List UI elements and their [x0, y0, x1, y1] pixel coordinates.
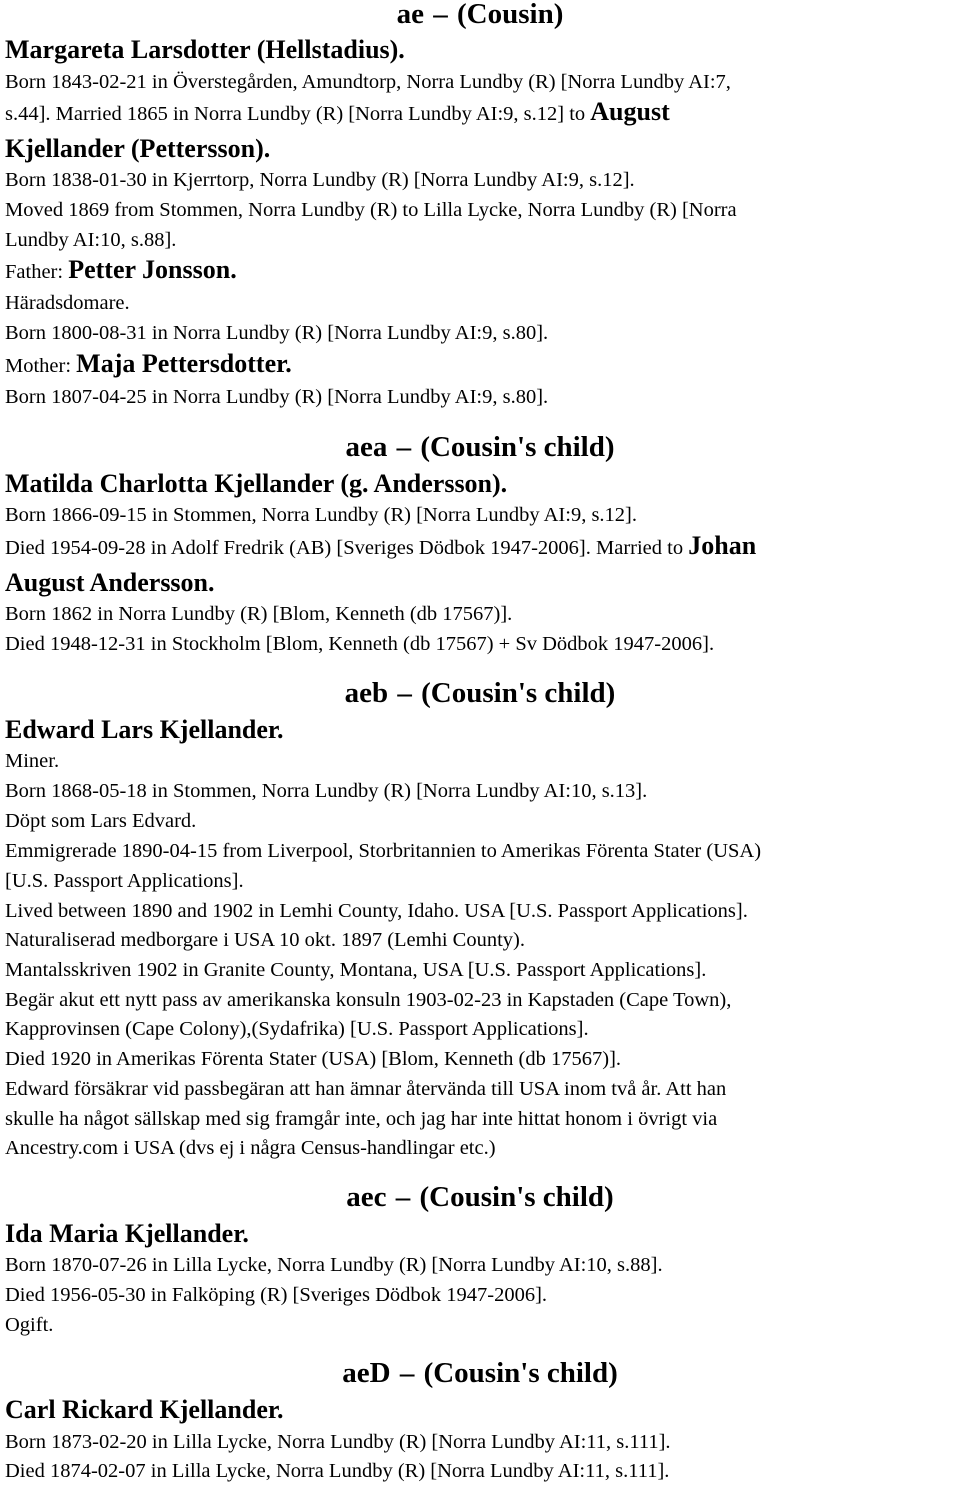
- section-heading-aec: [0, 1180, 960, 1214]
- detail-line: Born 1868-05-18 in Stommen, Norra Lundby (R) [Norra Lundby AI:10, s.13].: [5, 780, 648, 802]
- spouse-name: Kjellander (Pettersson).: [5, 134, 271, 163]
- person-name: Matilda Charlotta Kjellander (g. Andersson).: [5, 469, 508, 498]
- father-birth-line: Born 1800-08-31 in Norra Lundby (R) [Norra Lundby AI:9, s.80].: [5, 322, 549, 344]
- spouse-birth-line: Born 1838-01-30 in Kjerrtorp, Norra Lundby (R) [Norra Lundby AI:9, s.12].: [5, 169, 635, 191]
- heading-relation: (Cousin's child): [423, 1357, 618, 1389]
- heading-dash: –: [397, 677, 412, 709]
- heading-dash: –: [395, 1181, 411, 1213]
- father-name: Petter Jonsson.: [68, 255, 237, 284]
- spouse-moved-line-cont: Lundby AI:10, s.88].: [5, 229, 177, 251]
- birth-line: Born 1866-09-15 in Stommen, Norra Lundby (R) [Norra Lundby AI:9, s.12].: [5, 504, 637, 526]
- detail-line: Naturaliserad medborgare i USA 10 okt. 1897 (Lemhi County).: [5, 929, 525, 951]
- heading-code: ae: [396, 0, 424, 30]
- section-heading-aeb: [0, 676, 960, 710]
- note-line: skulle ha något sällskap med sig framgår inte, och jag har inte hittat honom i övrigt via: [5, 1108, 718, 1130]
- person-name: Margareta Larsdotter (Hellstadius).: [5, 35, 405, 64]
- heading-relation: (Cousin): [457, 0, 564, 30]
- spouse-birth-line: Born 1862 in Norra Lundby (R) [Blom, Kenneth (db 17567)].: [5, 603, 513, 625]
- detail-line: Died 1920 in Amerikas Förenta Stater (USA) [Blom, Kenneth (db 17567)].: [5, 1048, 622, 1070]
- spouse-name-start: August: [590, 97, 670, 126]
- person-name: Carl Rickard Kjellander.: [5, 1395, 284, 1424]
- detail-line: Born 1870-07-26 in Lilla Lycke, Norra Lundby (R) [Norra Lundby AI:10, s.88].: [5, 1254, 663, 1276]
- person-name: Edward Lars Kjellander.: [5, 715, 284, 744]
- heading-dash: –: [396, 431, 412, 463]
- heading-relation: (Cousin's child): [420, 431, 615, 463]
- father-occupation: Häradsdomare.: [5, 292, 130, 314]
- detail-line: Died 1874-02-07 in Lilla Lycke, Norra Lundby (R) [Norra Lundby AI:11, s.111].: [5, 1460, 670, 1482]
- heading-code: aeb: [344, 677, 389, 709]
- section-heading-aed: [0, 1356, 960, 1390]
- birth-line: Born 1843-02-21 in Överstegården, Amundtorp, Norra Lundby (R) [Norra Lundby AI:7,: [5, 71, 731, 93]
- heading-dash: –: [399, 1357, 415, 1389]
- marriage-line: [5, 99, 670, 127]
- mother-label: Mother:: [5, 355, 72, 377]
- detail-line: Döpt som Lars Edvard.: [5, 810, 197, 832]
- heading-code: aea: [345, 431, 388, 463]
- detail-line: Mantalsskriven 1902 in Granite County, Montana, USA [U.S. Passport Applications].: [5, 959, 707, 981]
- detail-line: Emmigrerade 1890-04-15 from Liverpool, Storbritannien to Amerikas Förenta Stater (USA): [5, 840, 762, 862]
- detail-line: Begär akut ett nytt pass av amerikanska konsuln 1903-02-23 in Kapstaden (Cape Town),: [5, 989, 732, 1011]
- detail-line: Ogift.: [5, 1314, 54, 1336]
- person-name: Ida Maria Kjellander.: [5, 1219, 249, 1248]
- detail-line: [U.S. Passport Applications].: [5, 870, 244, 892]
- mother-line: [5, 351, 292, 379]
- detail-line: Died 1956-05-30 in Falköping (R) [Sveriges Dödbok 1947-2006].: [5, 1284, 548, 1306]
- heading-code: aeD: [342, 1357, 391, 1389]
- detail-line: Born 1873-02-20 in Lilla Lycke, Norra Lundby (R) [Norra Lundby AI:11, s.111].: [5, 1431, 671, 1453]
- spouse-death-line: Died 1948-12-31 in Stockholm [Blom, Kenneth (db 17567) + Sv Dödbok 1947-2006].: [5, 633, 715, 655]
- section-heading-ae: [0, 0, 960, 31]
- note-line: Ancestry.com i USA (dvs ej i några Census-handlingar etc.): [5, 1137, 496, 1159]
- death-text: Died 1954-09-28 in Adolf Fredrik (AB) [Sveriges Dödbok 1947-2006]. Married to: [5, 537, 684, 559]
- father-line: [5, 257, 237, 285]
- heading-code: aec: [346, 1181, 387, 1213]
- marriage-text: s.44]. Married 1865 in Norra Lundby (R) [Norra Lundby AI:9, s.12] to: [5, 103, 586, 125]
- detail-line: Miner.: [5, 750, 60, 772]
- detail-line: Lived between 1890 and 1902 in Lemhi County, Idaho. USA [U.S. Passport Applications].: [5, 900, 748, 922]
- mother-name: Maja Pettersdotter.: [76, 349, 292, 378]
- mother-birth-line: Born 1807-04-25 in Norra Lundby (R) [Norra Lundby AI:9, s.80].: [5, 386, 549, 408]
- spouse-name: August Andersson.: [5, 568, 215, 597]
- note-line: Edward försäkrar vid passbegäran att han ämnar återvända till USA inom två år. Att han: [5, 1078, 727, 1100]
- father-label: Father:: [5, 261, 64, 283]
- death-marriage-line: [5, 533, 756, 561]
- spouse-moved-line: Moved 1869 from Stommen, Norra Lundby (R) to Lilla Lycke, Norra Lundby (R) [Norra: [5, 199, 737, 221]
- section-heading-aea: [0, 430, 960, 464]
- heading-dash: –: [433, 0, 448, 30]
- detail-line: Kapprovinsen (Cape Colony),(Sydafrika) [U.S. Passport Applications].: [5, 1018, 589, 1040]
- heading-relation: (Cousin's child): [419, 1181, 614, 1213]
- heading-relation: (Cousin's child): [421, 677, 616, 709]
- spouse-name-start: Johan: [688, 531, 757, 560]
